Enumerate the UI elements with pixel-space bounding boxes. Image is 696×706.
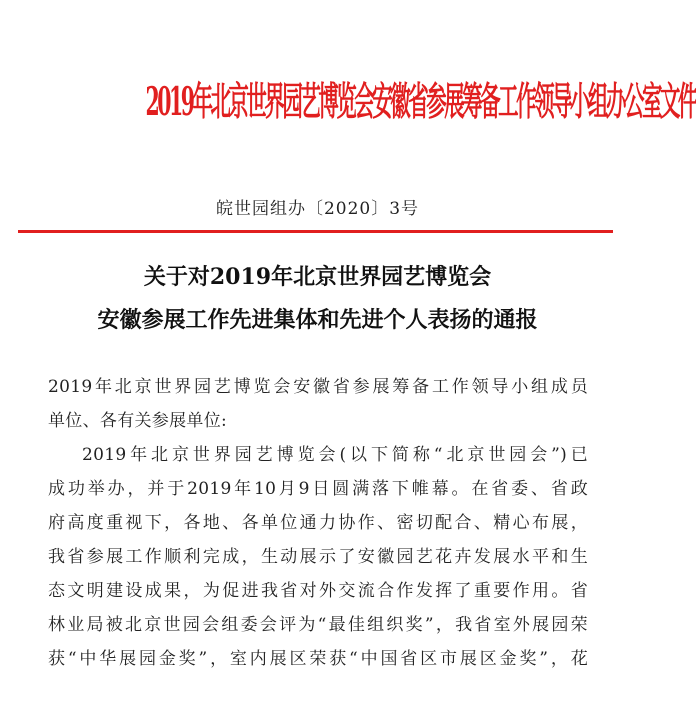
body-line-6: 林业局被北京世园会组委会评为“最佳组织奖”，我省室外展园荣 [48,615,588,635]
notice-body [48,370,588,676]
red-divider-line [18,230,613,233]
body-line-1: 2019年北京世界园艺博览会(以下简称“北京世园会”)已 [82,445,588,465]
body-line-3: 府高度重视下，各地、各单位通力协作、密切配合、精心布展， [48,513,588,533]
body-line-2: 成功举办，并于2019年10月9日圆满落下帷幕。在省委、省政 [48,479,588,499]
body-line-7: 获“中华展园金奖”，室内展区荣获“中国省区市展区金奖”，花 [48,649,588,669]
addressee-line-1: 2019年北京世界园艺博览会安徽省参展筹备工作领导小组成员 [48,377,588,397]
org-header-title: 2019年北京世界园艺博览会安徽省参展筹备工作领导小组办公室文件 [145,78,696,125]
body-line-5: 态文明建设成果，为促进我省对外交流合作发挥了重要作用。省 [48,581,588,601]
addressee-line-2: 单位、各有关参展单位: [48,411,228,431]
notice-title-line-2: 安徽参展工作先进集体和先进个人表扬的通报 [97,307,538,333]
document-number: 皖世园组办〔2020〕3号 [215,199,420,219]
notice-title-line-1: 关于对2019年北京世界园艺博览会 [143,264,492,290]
body-line-4: 我省参展工作顺利完成，生动展示了安徽园艺花卉发展水平和生 [48,547,588,567]
